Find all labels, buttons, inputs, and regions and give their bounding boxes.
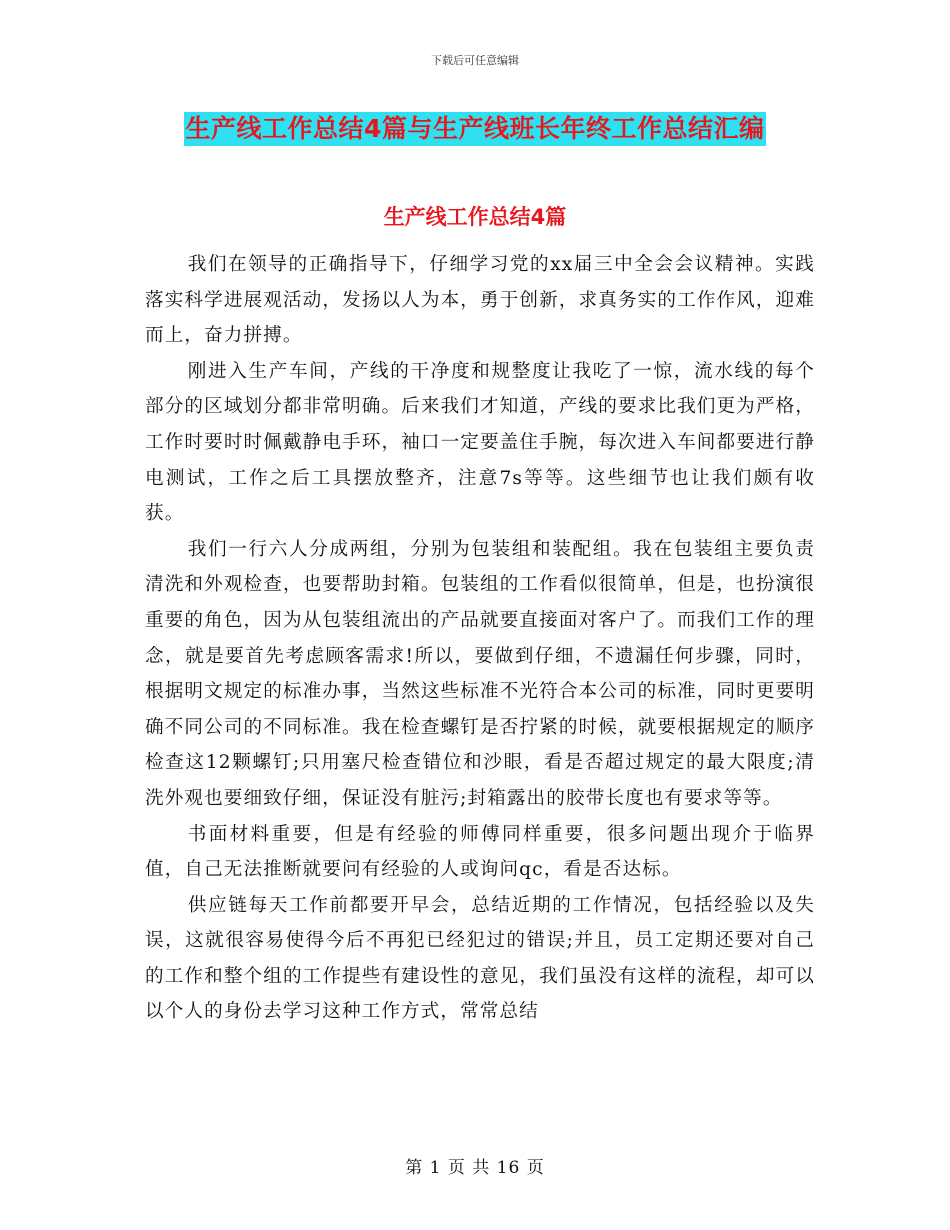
main-title-container [0,112,950,146]
body-paragraph: 书面材料重要，但是有经验的师傅同样重要，很多问题出现介于临界值，自己无法推断就要问有经验的人或询问qc，看是否达标。 [145,823,815,881]
body-paragraph: 我们一行六人分成两组，分别为包装组和装配组。我在包装组主要负责清洗和外观检查，也要帮助封箱。包装组的工作看似很简单，但是，也扮演很重要的角色，因为从包装组流出的产品就要直接面对客户了。而我们工作的理念，就是要首先考虑顾客需求!所以，要做到仔细，不遗漏任何步骤，同时，根据明文规定的标准办事，当然这些标准不光符合本公司的标准，同时更要明确不同公司的不同标准。我在检查螺钉是否拧紧的时候，就要根据规定的顺序检查这12颗螺钉;只用塞尺检查错位和沙眼，看是否超过规定的最大限度;清洗外观也要细致仔细，保证没有脏污;封箱露出的胶带长度也有要求等等。 [145,538,815,809]
body-paragraph: 刚进入生产车间，产线的干净度和规整度让我吃了一惊，流水线的每个部分的区域划分都非常明确。后来我们才知道，产线的要求比我们更为严格，工作时要时时佩戴静电手环，袖口一定要盖住手腕，每次进入车间都要进行静电测试，工作之后工具摆放整齐，注意7s等等。这些细节也让我们颇有收获。 [145,360,815,525]
body-paragraph: 供应链每天工作前都要开早会，总结近期的工作情况，包括经验以及失误，这就很容易使得今后不再犯已经犯过的错误;并且，员工定期还要对自己的工作和整个组的工作提些有建设性的意见，我们虽没有这样的流程，却可以以个人的身份去学习这种工作方式，常常总结 [145,894,815,1023]
document-body [145,247,815,1030]
body-paragraph: 我们在领导的正确指导下，仔细学习党的xx届三中全会会议精神。实践落实科学进展观活动，发扬以人为本，勇于创新，求真务实的工作作风，迎难而上，奋力拼搏。 [145,254,815,347]
header-note: 下载后可任意编辑 [431,54,519,67]
main-title: 生产线工作总结4篇与生产线班长年终工作总结汇编 [184,112,767,146]
section-title: 生产线工作总结4篇 [383,205,567,229]
page-number-footer: 第 1 页 共 16 页 [405,1158,545,1178]
